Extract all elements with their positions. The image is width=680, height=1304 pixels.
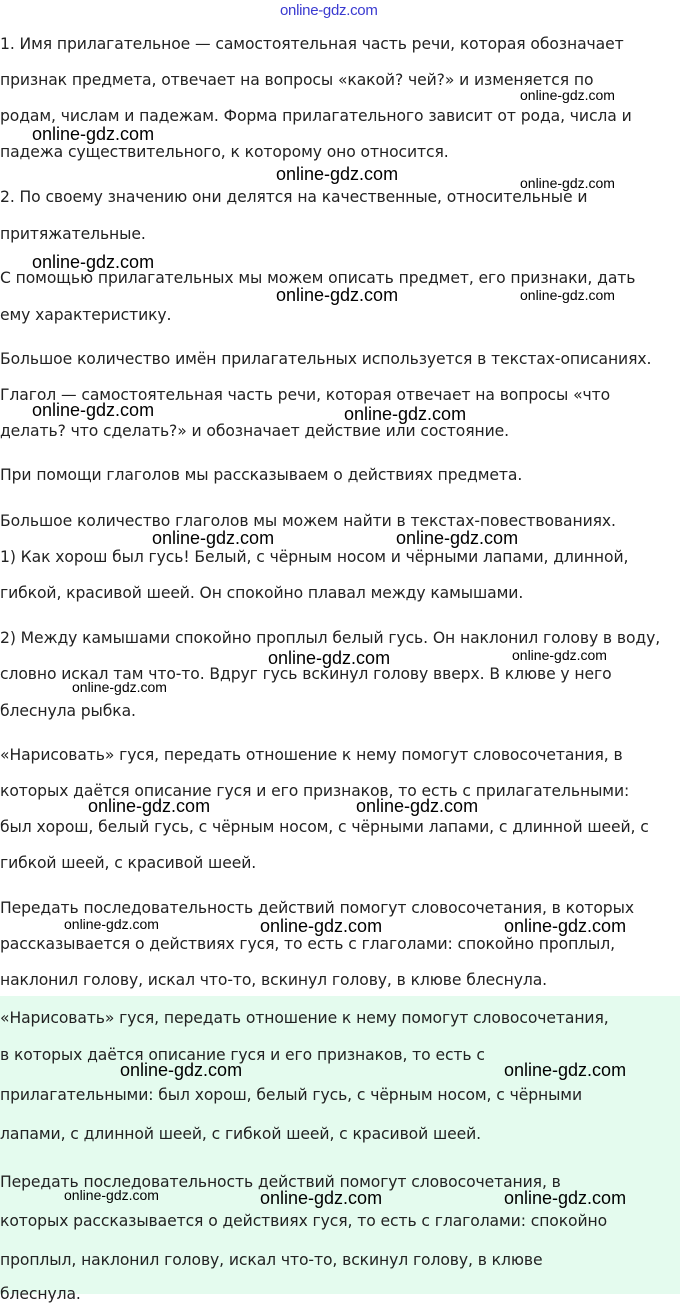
text-line: Передать последовательность действий помогут словосочетания, в xyxy=(0,1173,561,1191)
watermark: online-gdz.com xyxy=(520,287,615,303)
text-line: гибкой шеей, с красивой шеей. xyxy=(0,854,257,872)
text-line: блеснула. xyxy=(0,1285,81,1303)
text-line: рассказывается о действиях гуся, то есть с глаголами: спокойно проплыл, xyxy=(0,935,615,953)
watermark: online-gdz.com xyxy=(276,164,399,184)
text-line: ему характеристику. xyxy=(0,306,172,324)
text-line: С помощью прилагательных мы можем описать предмет, его признаки, дать xyxy=(0,269,636,287)
text-line: 2. По своему значению они делятся на качественные, относительные и xyxy=(0,188,588,206)
watermark: online-gdz.com xyxy=(276,285,399,305)
text-line: родам, числам и падежам. Форма прилагательного зависит от рода, числа и xyxy=(0,107,632,125)
text-line: проплыл, наклонил голову, искал что-то, вскинул голову, в клюве xyxy=(0,1251,543,1269)
watermark: online-gdz.com xyxy=(520,175,615,191)
watermark: online-gdz.com xyxy=(152,528,275,548)
watermark: online-gdz.com xyxy=(344,404,467,424)
text-line: прилагательными: был хорош, белый гусь, с чёрным носом, с чёрными xyxy=(0,1086,583,1104)
text-line: При помощи глаголов мы рассказываем о действиях предмета. xyxy=(0,466,523,484)
watermark: online-gdz.com xyxy=(64,1187,159,1203)
text-line: лапами, с длинной шеей, с гибкой шеей, с красивой шеей. xyxy=(0,1125,482,1143)
text-line: которых даётся описание гуся и его признаков, то есть с прилагательными: xyxy=(0,782,630,800)
text-line: падежа существительного, к которому оно относится. xyxy=(0,143,449,161)
text-line: 2) Между камышами спокойно проплыл белый гусь. Он наклонил голову в воду, xyxy=(0,629,661,647)
text-line: наклонил голову, искал что-то, вскинул голову, в клюве блеснула. xyxy=(0,971,548,989)
text-line: 1) Как хорош был гусь! Белый, с чёрным носом и чёрными лапами, длинной, xyxy=(0,548,629,566)
text-line: Большое количество глаголов мы можем найти в текстах-повествованиях. xyxy=(0,512,616,530)
text-line: которых рассказывается о действиях гуся, то есть с глаголами: спокойно xyxy=(0,1212,608,1230)
watermark: online-gdz.com xyxy=(32,400,155,420)
watermark: online-gdz.com xyxy=(504,916,627,936)
text-line: гибкой, красивой шеей. Он спокойно плавал между камышами. xyxy=(0,584,524,602)
text-line: признак предмета, отвечает на вопросы «какой? чей?» и изменяется по xyxy=(0,71,594,89)
watermark: online-gdz.com xyxy=(396,528,519,548)
text-line: притяжательные. xyxy=(0,225,146,243)
watermark: online-gdz.com xyxy=(120,1060,243,1080)
text-line: 1. Имя прилагательное — самостоятельная часть речи, которая обозначает xyxy=(0,35,624,53)
header-watermark: online-gdz.com xyxy=(280,2,378,19)
text-line: Передать последовательность действий помогут словосочетания, в которых xyxy=(0,899,634,917)
text-line: блеснула рыбка. xyxy=(0,702,136,720)
watermark: online-gdz.com xyxy=(520,87,615,103)
watermark: online-gdz.com xyxy=(260,1188,383,1208)
watermark: online-gdz.com xyxy=(504,1188,627,1208)
text-line: «Нарисовать» гуся, передать отношение к нему помогут словосочетания, xyxy=(0,1009,609,1027)
watermark: online-gdz.com xyxy=(64,916,159,932)
watermark: online-gdz.com xyxy=(72,679,167,695)
watermark: online-gdz.com xyxy=(268,648,391,668)
watermark: online-gdz.com xyxy=(504,1060,627,1080)
watermark: online-gdz.com xyxy=(32,252,155,272)
text-line: Глагол — самостоятельная часть речи, которая отвечает на вопросы «что xyxy=(0,386,611,404)
text-line: Большое количество имён прилагательных используется в текстах-описаниях. xyxy=(0,350,652,368)
watermark: online-gdz.com xyxy=(260,916,383,936)
text-line: словно искал там что-то. Вдруг гусь вскинул голову вверх. В клюве у него xyxy=(0,665,612,683)
watermark: online-gdz.com xyxy=(512,647,607,663)
watermark: online-gdz.com xyxy=(32,124,155,144)
text-line: был хорош, белый гусь, с чёрным носом, с чёрными лапами, с длинной шеей, с xyxy=(0,818,649,836)
watermark: online-gdz.com xyxy=(356,796,479,816)
text-line: «Нарисовать» гуся, передать отношение к нему помогут словосочетания, в xyxy=(0,746,623,764)
watermark: online-gdz.com xyxy=(88,796,211,816)
text-line: делать? что сделать?» и обозначает действие или состояние. xyxy=(0,422,509,440)
text-line: в которых даётся описание гуся и его признаков, то есть с xyxy=(0,1046,485,1064)
